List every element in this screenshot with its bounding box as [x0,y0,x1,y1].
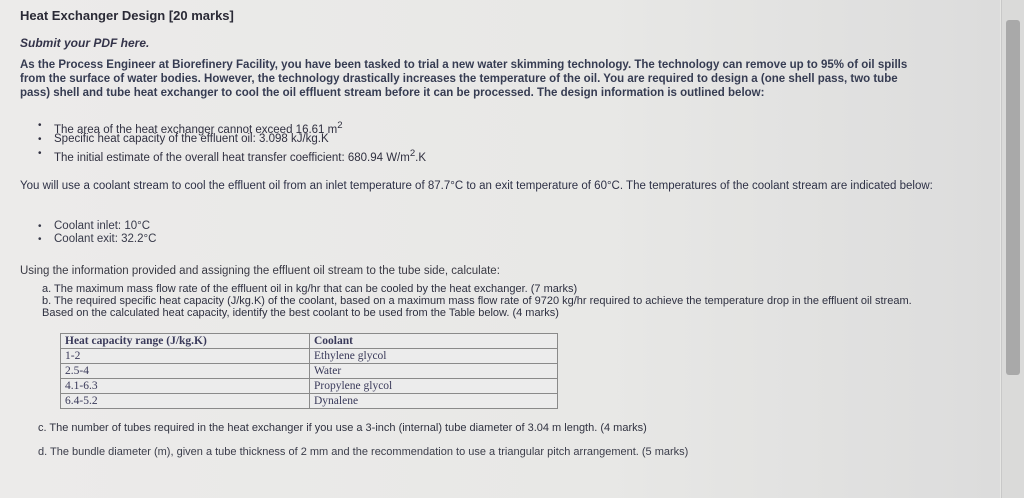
vertical-scrollbar[interactable] [1001,0,1024,498]
list-item: • Coolant exit: 32.2°C [38,233,156,246]
list-item: • The area of the heat exchanger cannot exceed 16.61 $m^2$ [38,119,426,133]
table-header-row [61,334,558,349]
table-cell: 2.5-4 [61,364,310,379]
table-header: Heat capacity range (J/kg.K) [61,334,310,349]
submit-instruction: Submit your PDF here. [20,36,150,50]
question-a: a. The maximum mass flow rate of the effluent oil in kg/hr that can be cooled by the heat exchanger. (7 marks) [42,283,578,295]
coolant-table [60,333,558,409]
table-cell: Ethylene glycol [310,349,558,364]
question-d: d. The bundle diameter (m), given a tube thickness of 2 mm and the recommendation to use a triangular pitch arrangement. (5 marks) [38,446,689,458]
table-row [61,349,558,364]
page-title: Heat Exchanger Design [20 marks] [20,8,234,23]
table-cell: Propylene glycol [310,379,558,394]
table-header: Coolant [310,334,558,349]
table-cell: 6.4-5.2 [61,394,310,409]
intro-paragraph: As the Process Engineer at Biorefinery Facility, you have been tasked to trial a new water skimming technology. The technology can remove up to 95% of oil spills from the surface of water bodies. However, the technology drastically increases the temperature of the oil. You are required to design a (one shell pass, two tube pass) shell and tube heat exchanger to cool the oil effluent stream before it can be processed. The design information is outlined below: [20,59,908,99]
table-cell: Dynalene [310,394,558,409]
table-row [61,379,558,394]
table-row [61,394,558,409]
coolant-temps-list [38,220,156,246]
coolant-paragraph: You will use a coolant stream to cool the effluent oil from an inlet temperature of 87.7°C to an exit temperature of 60°C. The temperatures of the coolant stream are indicated below: [20,180,933,192]
table-cell: 4.1-6.3 [61,379,310,394]
design-info-list [38,119,427,164]
table-row [61,364,558,379]
question-b: b. The required specific heat capacity (J/kg.K) of the coolant, based on a maximum mass flow rate of 9720 kg/hr required to achieve the temperature drop in the effluent oil stream. Based on the calculated heat capacity, identify the best coolant to be used from the Table below. (4 marks) [42,295,912,319]
question-c: c. The number of tubes required in the heat exchanger if you use a 3-inch (internal) tube diameter of 3.04 m length. (4 marks) [38,422,647,434]
list-item: • Coolant inlet: 10°C [38,220,156,233]
calculate-instruction: Using the information provided and assigning the effluent oil stream to the tube side, calculate: [20,265,500,277]
list-item: • The initial estimate of the overall heat transfer coefficient: 680.94 $W/m^2.K$ [38,147,426,161]
table-cell: Water [310,364,558,379]
scrollbar-thumb[interactable] [1006,20,1020,375]
table-cell: 1-2 [61,349,310,364]
list-item: • Specific heat capacity of the effluent oil: 3.098 kJ/kg.K [38,133,426,147]
